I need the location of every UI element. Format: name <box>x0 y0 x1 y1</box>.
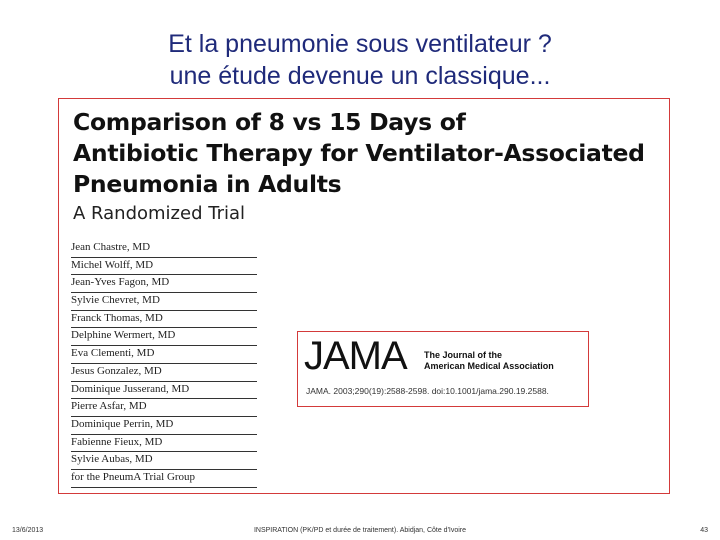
author-item: Sylvie Aubas, MD <box>71 452 257 470</box>
author-item: Eva Clementi, MD <box>71 346 257 364</box>
journal-name <box>424 350 586 372</box>
paper-title-line-2: Antibiotic Therapy for Ventilator-Associated <box>73 139 645 167</box>
footer-date: 13/6/2013 <box>12 527 44 534</box>
author-item: Fabienne Fieux, MD <box>71 435 257 453</box>
author-item: for the PneumA Trial Group <box>71 470 257 488</box>
journal-citation: JAMA. 2003;290(19):2588-2598. doi:10.1001/jama.290.19.2588. <box>306 386 549 396</box>
jama-logo: JAMA <box>304 334 407 378</box>
paper-image-frame <box>58 98 670 494</box>
footer-text: INSPIRATION (PK/PD et durée de traitement). Abidjan, Côte d'Ivoire <box>253 527 467 534</box>
author-item: Pierre Asfar, MD <box>71 399 257 417</box>
slide-title-line-2: une étude devenue un classique... <box>169 62 551 90</box>
slide-title-line-1: Et la pneumonie sous ventilateur ? <box>168 30 552 58</box>
author-item: Sylvie Chevret, MD <box>71 293 257 311</box>
jama-citation-box <box>297 331 589 407</box>
author-item: Dominique Jusserand, MD <box>71 382 257 400</box>
author-item: Jesus Gonzalez, MD <box>71 364 257 382</box>
paper-title <box>73 107 663 200</box>
author-item: Franck Thomas, MD <box>71 311 257 329</box>
slide-title <box>0 28 720 92</box>
author-list <box>71 240 257 488</box>
author-item: Jean-Yves Fagon, MD <box>71 275 257 293</box>
paper-subtitle: A Randomized Trial <box>73 203 246 224</box>
page-number: 43 <box>700 527 708 534</box>
paper-title-line-3: Pneumonia in Adults <box>73 170 342 198</box>
paper-title-line-1: Comparison of 8 vs 15 Days of <box>73 108 466 136</box>
journal-name-line-2: American Medical Association <box>424 361 554 371</box>
author-item: Michel Wolff, MD <box>71 258 257 276</box>
author-item: Delphine Wermert, MD <box>71 328 257 346</box>
journal-name-line-1: The Journal of the <box>424 350 503 360</box>
author-item: Jean Chastre, MD <box>71 240 257 258</box>
author-item: Dominique Perrin, MD <box>71 417 257 435</box>
